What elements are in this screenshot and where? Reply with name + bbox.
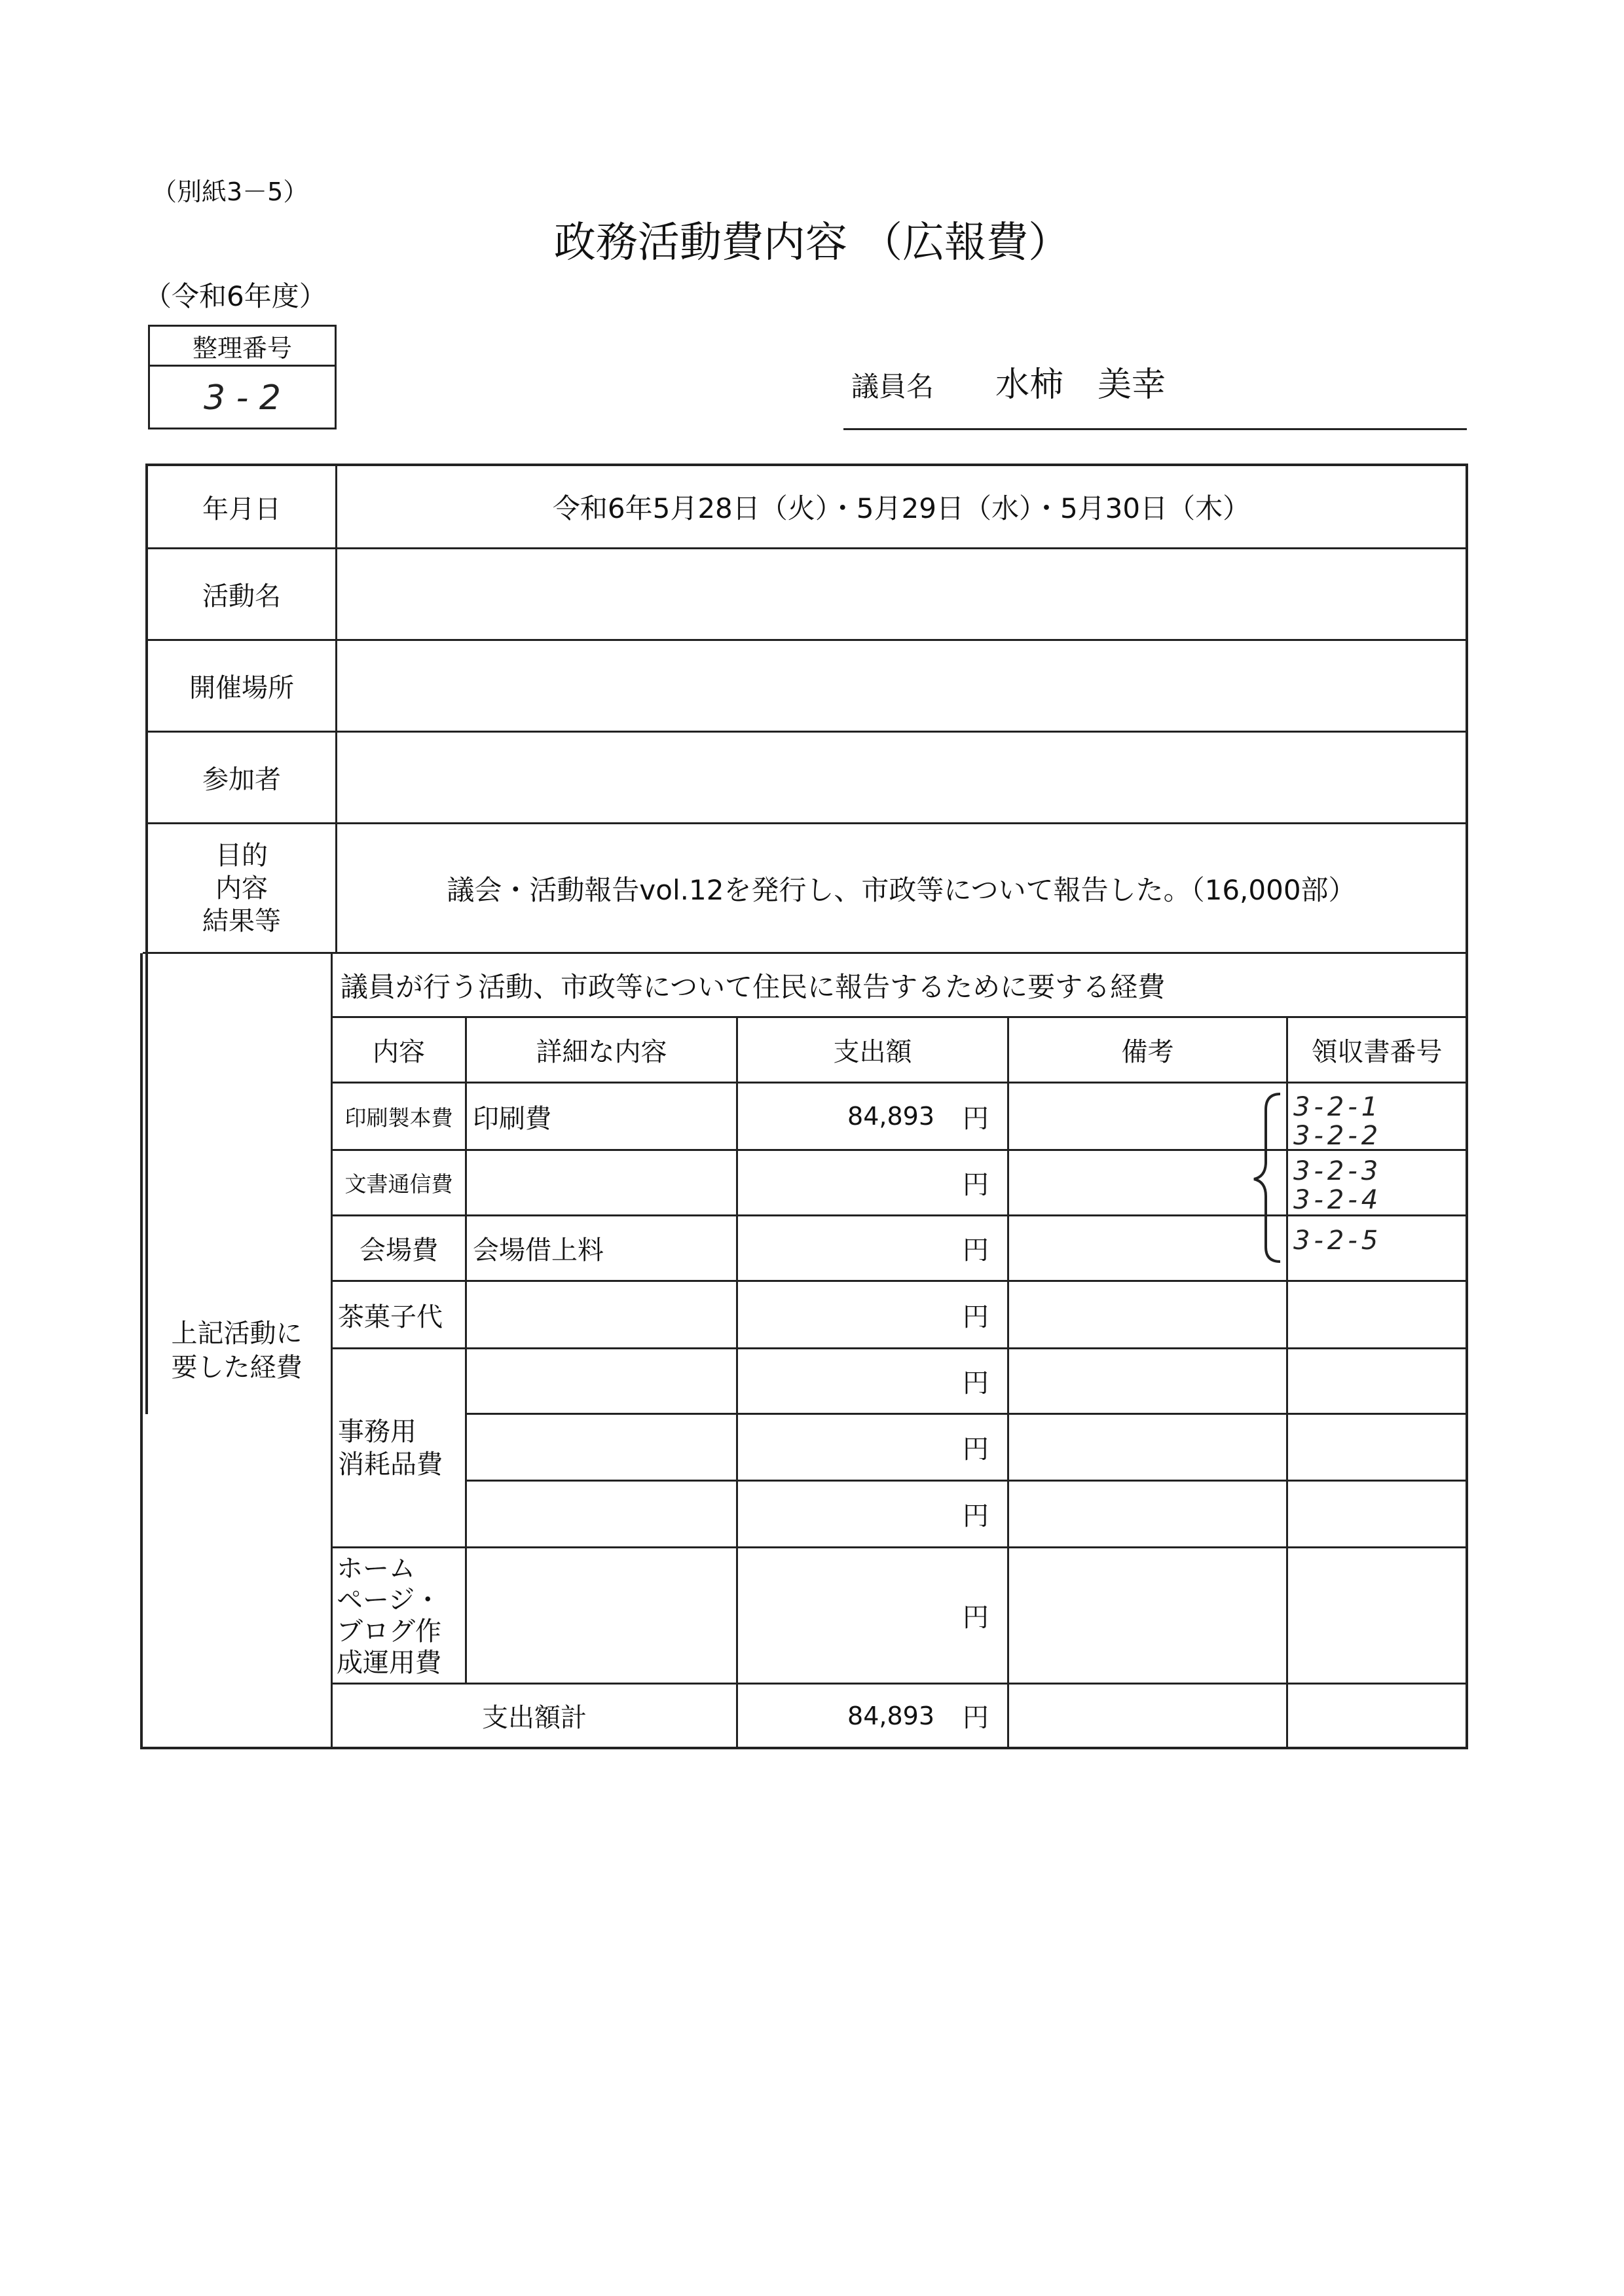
row-office-yen-1: 円 [963,1368,989,1398]
member-underline [843,428,1467,430]
date-label: 年月日 [202,494,281,524]
row-venue-amount [738,1216,934,1280]
row-div-d [331,1347,1467,1349]
expense-side-label-line-1: 上記活動に [171,1318,303,1349]
total-yen: 円 [963,1703,989,1733]
venue-label: 開催場所 [189,673,294,703]
participants-value [337,733,1466,822]
row-postage-amount [738,1151,934,1214]
venue-value [337,641,1466,731]
header-amount: 支出額 [833,1037,912,1067]
expense-description: 議員が行う活動、市政等について住民に報告するために要する経費 [341,970,1166,1003]
row-snacks-yen: 円 [963,1302,989,1332]
brace-mark [1247,1090,1287,1267]
purpose-label [148,824,335,952]
row-homepage-category-line-3: ブログ作 [337,1616,441,1647]
row-venue-yen: 円 [963,1235,989,1266]
activity-value [337,549,1466,639]
total-label: 支出額計 [482,1703,587,1733]
table-border-right [1466,464,1468,1749]
member-name: 水柿 美幸 [995,365,1166,405]
row-venue-category: 会場費 [360,1235,438,1266]
row-printing-amount: 84,893 [847,1102,934,1131]
control-number-box [148,325,337,429]
col-div-category [465,1016,467,1684]
control-number-value: 3 - 2 [204,378,281,418]
receipt-number-1: 3-2-1 [1293,1092,1382,1122]
receipt-number-3: 3-2-3 [1293,1156,1382,1186]
row-homepage-category-line-2: ページ・ [337,1584,441,1615]
row-printing-detail: 印刷費 [473,1103,551,1134]
receipt-number-5: 3-2-5 [1293,1226,1382,1256]
purpose-value: 議会・活動報告vol.12を発行し、市政等について報告した。（16,000部） [447,873,1356,906]
purpose-label-line-1: 目的 [215,840,268,871]
row-venue-detail: 会場借上料 [473,1235,604,1266]
participants-label: 参加者 [202,765,281,795]
purpose-label-line-2: 内容 [215,873,268,903]
page-title: 政務活動費内容 （広報費） [553,219,1071,267]
row-office-category [338,1349,465,1546]
attachment-label: （別紙3－5） [152,177,308,206]
fiscal-year: （令和6年度） [144,280,327,312]
row-postage-yen: 円 [963,1170,989,1200]
header-remarks: 備考 [1121,1037,1174,1067]
row-printing-category: 印刷製本費 [344,1104,453,1131]
receipt-number-4: 3-2-4 [1293,1185,1382,1215]
row-homepage-category-line-1: ホーム [337,1553,415,1584]
row-homepage-category [337,1548,465,1683]
row-office-category-line-1: 事務用 [338,1416,416,1447]
row-office-yen-3: 円 [963,1501,989,1531]
control-number-label: 整理番号 [150,327,335,367]
receipt-number-2: 3-2-2 [1293,1121,1382,1151]
row-postage-category: 文書通信費 [344,1171,453,1197]
row-snacks-amount [738,1282,934,1347]
header-receipt: 領収書番号 [1311,1037,1443,1067]
activity-label: 活動名 [202,581,281,611]
row-snacks-category: 茶菓子代 [338,1302,443,1332]
header-detail: 詳細な内容 [536,1037,667,1067]
row-printing-yen: 円 [963,1103,989,1134]
row-office-category-line-2: 消耗品費 [338,1449,443,1480]
expense-side-label [143,954,331,1747]
total-amount: 84,893 [847,1701,934,1730]
row-homepage-yen: 円 [963,1603,989,1633]
date-value: 令和6年5月28日（火）・5月29日（水）・5月30日（木） [552,492,1251,524]
table-border-bottom [140,1747,1467,1749]
col-div-amount [1007,1016,1009,1749]
row-div-g [331,1546,1467,1548]
purpose-label-line-3: 結果等 [202,905,281,936]
member-label: 議員名 [851,371,934,403]
row-homepage-category-line-4: 成運用費 [337,1647,441,1678]
header-category: 内容 [373,1037,425,1067]
row-office-yen-2: 円 [963,1434,989,1465]
expense-side-label-line-2: 要した経費 [171,1352,303,1383]
